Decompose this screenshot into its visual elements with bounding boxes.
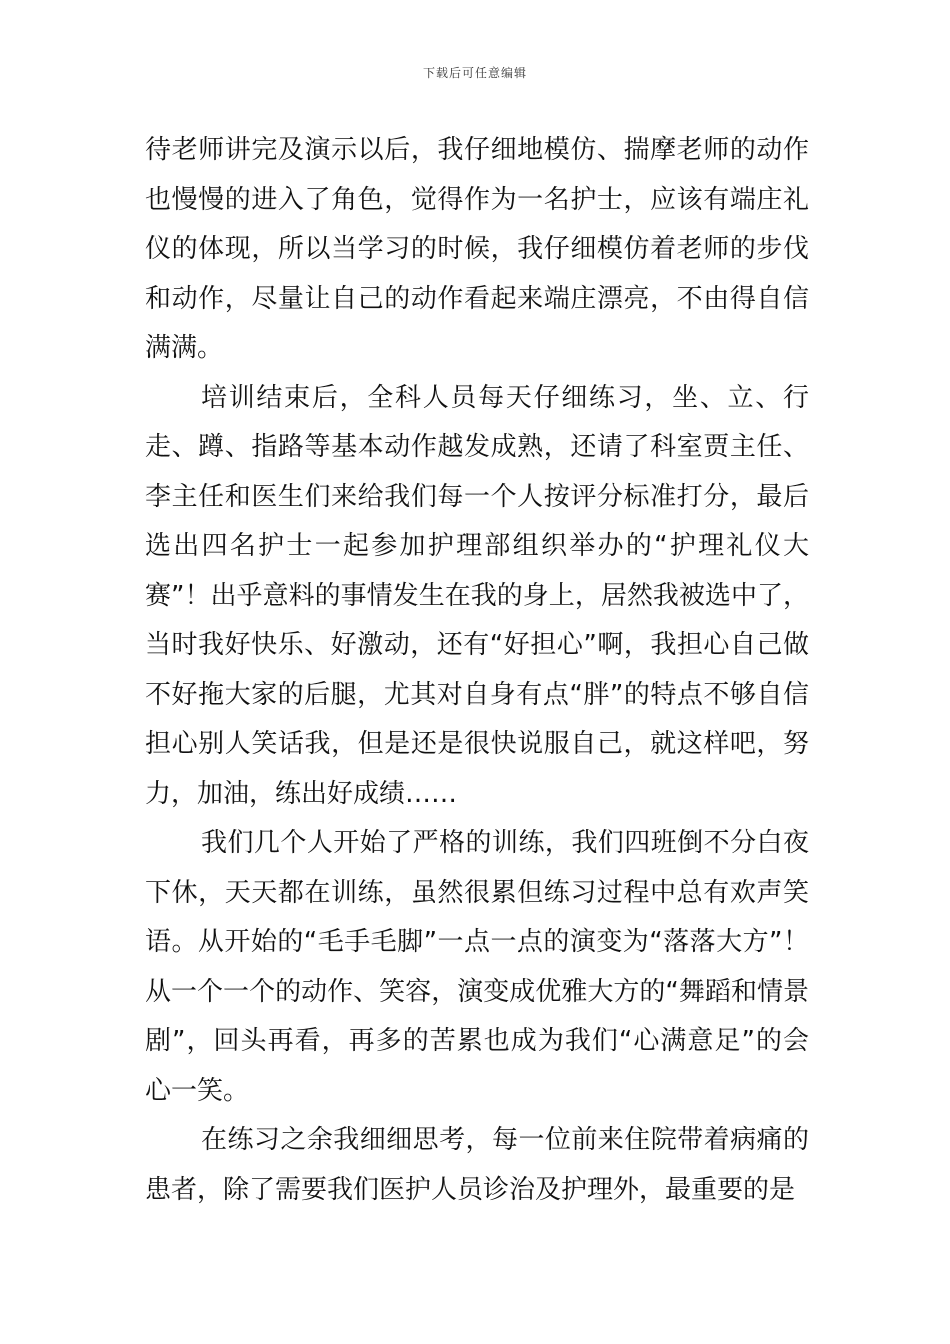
paragraph-4: 在练习之余我细细思考，每一位前来住院带着病痛的患者，除了需要我们医护人员诊治及护理外，最重要的是 — [145, 1125, 809, 1205]
page-header: 下载后可任意编辑 — [422, 66, 527, 80]
paragraph-1: 待老师讲完及演示以后，我仔细地模仿、揣摩老师的动作也慢慢的进入了角色，觉得作为一名护士，应该有端庄礼仪的体现，所以当学习的时候，我仔细模仿着老师的步伐和动作，尽量让自己的动作看起来端庄漂亮，不由得自信满满。 — [145, 135, 809, 363]
document-body — [145, 126, 809, 1215]
paragraph-2: 培训结束后，全科人员每天仔细练习，坐、立、行走、蹲、指路等基本动作越发成熟，还请了科室贾主任、李主任和医生们来给我们每一个人按评分标准打分，最后选出四名护士一起参加护理部组织举办的“护理礼仪大赛”！出乎意料的事情发生在我的身上，居然我被选中了，当时我好快乐、好激动，还有“好担心”啊，我担心自己做不好拖大家的后腿，尤其对自身有点“胖”的特点不够自信担心别人笑话我，但是还是很快说服自己，就这样吧，努力，加油，练出好成绩…… — [145, 382, 809, 809]
paragraph-3: 我们几个人开始了严格的训练，我们四班倒不分白夜下休，天天都在训练，虽然很累但练习过程中总有欢声笑语。从开始的“毛手毛脚”一点一点的演变为“落落大方”！从一个一个的动作、笑容，演变成优雅大方的“舞蹈和情景剧”，回头再看，再多的苦累也成为我们“心满意足”的会心一笑。 — [145, 828, 809, 1106]
